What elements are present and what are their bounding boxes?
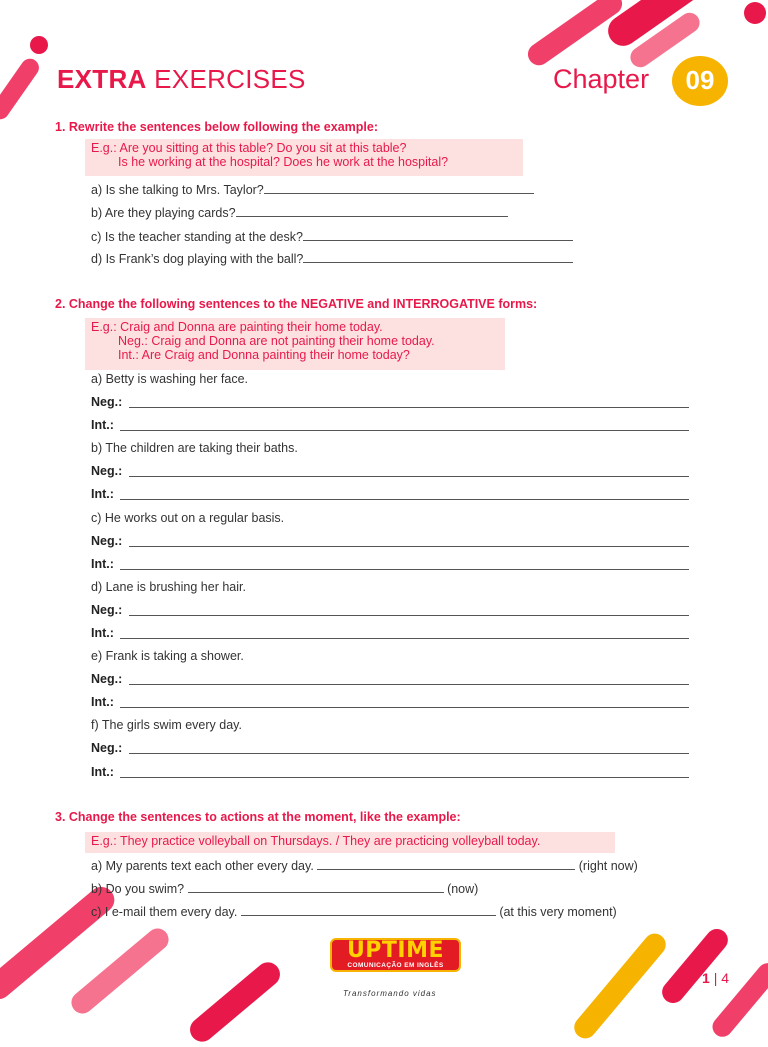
answer-blank[interactable] <box>303 228 573 241</box>
title-bold: EXTRA <box>57 64 147 94</box>
int-answer-row[interactable]: Int.: <box>91 557 114 571</box>
logo-sub: COMUNICAÇÃO EM INGLÊS <box>347 962 444 969</box>
int-answer-row[interactable]: Int.: <box>91 695 114 709</box>
section2-example-line3: Int.: Are Craig and Donna painting their home today? <box>118 348 410 362</box>
page-title <box>57 64 306 95</box>
neg-answer-row[interactable]: Neg.: <box>91 603 122 617</box>
page-number <box>702 970 729 986</box>
answer-blank[interactable] <box>241 903 496 916</box>
section2-item-a: a) Betty is washing her face. <box>91 372 249 386</box>
section1-item-d: d) Is Frank’s dog playing with the ball? <box>91 250 573 266</box>
int-answer-row[interactable]: Int.: <box>91 765 114 779</box>
neg-answer-row[interactable]: Neg.: <box>91 395 122 409</box>
section2-example-line1: E.g.: Craig and Donna are painting their home today. <box>91 320 383 334</box>
section1-item-b: b) Are they playing cards? <box>91 204 508 220</box>
logo-slogan: Transformando vidas <box>343 989 437 998</box>
page-current: 1 <box>702 970 710 986</box>
logo-name: UPTIME <box>346 938 445 963</box>
section2-example <box>85 318 505 370</box>
section1-item-a: a) Is she talking to Mrs. Taylor? <box>91 181 534 197</box>
chapter-label: Chapter <box>553 64 650 94</box>
section2-item-b: b) The children are taking their baths. <box>91 441 298 455</box>
answer-blank[interactable] <box>317 857 575 870</box>
section2-item-f: f) The girls swim every day. <box>91 718 242 732</box>
answer-blank[interactable] <box>188 880 444 893</box>
section2-title: 2. Change the following sentences to the NEGATIVE and INTERROGATIVE forms: <box>55 297 538 311</box>
section3-item-a: a) My parents text each other every day. (right now) <box>91 859 638 873</box>
chapter-number-badge: 09 <box>672 56 728 106</box>
int-answer-row[interactable]: Int.: <box>91 418 114 432</box>
section3-item-c: c) I e-mail them every day. (at this very moment) <box>91 905 617 919</box>
title-light: EXERCISES <box>154 64 306 94</box>
page-total: 4 <box>721 970 730 986</box>
section3-title: 3. Change the sentences to actions at the moment, like the example: <box>55 810 461 824</box>
section2-item-d: d) Lane is brushing her hair. <box>91 580 246 594</box>
neg-answer-row[interactable]: Neg.: <box>91 672 122 686</box>
page-separator: | <box>713 970 718 986</box>
int-answer-row[interactable]: Int.: <box>91 626 114 640</box>
neg-answer-row[interactable]: Neg.: <box>91 464 122 478</box>
section1-example <box>85 139 523 176</box>
section3-example: E.g.: They practice volleyball on Thursdays. / They are practicing volleyball today. <box>85 832 615 853</box>
section1-item-c: c) Is the teacher standing at the desk? <box>91 228 573 244</box>
uptime-logo <box>330 938 461 972</box>
section2-item-e: e) Frank is taking a shower. <box>91 649 244 663</box>
section1-example-line2: Is he working at the hospital? Does he work at the hospital? <box>118 155 449 169</box>
answer-blank[interactable] <box>303 250 573 263</box>
section1-example-line1: E.g.: Are you sitting at this table? Do you sit at this table? <box>91 141 407 155</box>
section1-title: 1. Rewrite the sentences below following the example: <box>55 120 378 134</box>
section2-item-c: c) He works out on a regular basis. <box>91 511 285 525</box>
answer-blank[interactable] <box>264 181 534 194</box>
int-answer-row[interactable]: Int.: <box>91 487 114 501</box>
neg-answer-row[interactable]: Neg.: <box>91 741 122 755</box>
section3-item-b: b) Do you swim? (now) <box>91 882 479 896</box>
neg-answer-row[interactable]: Neg.: <box>91 534 122 548</box>
answer-blank[interactable] <box>236 204 508 217</box>
section2-example-line2: Neg.: Craig and Donna are not painting their home today. <box>118 334 435 348</box>
